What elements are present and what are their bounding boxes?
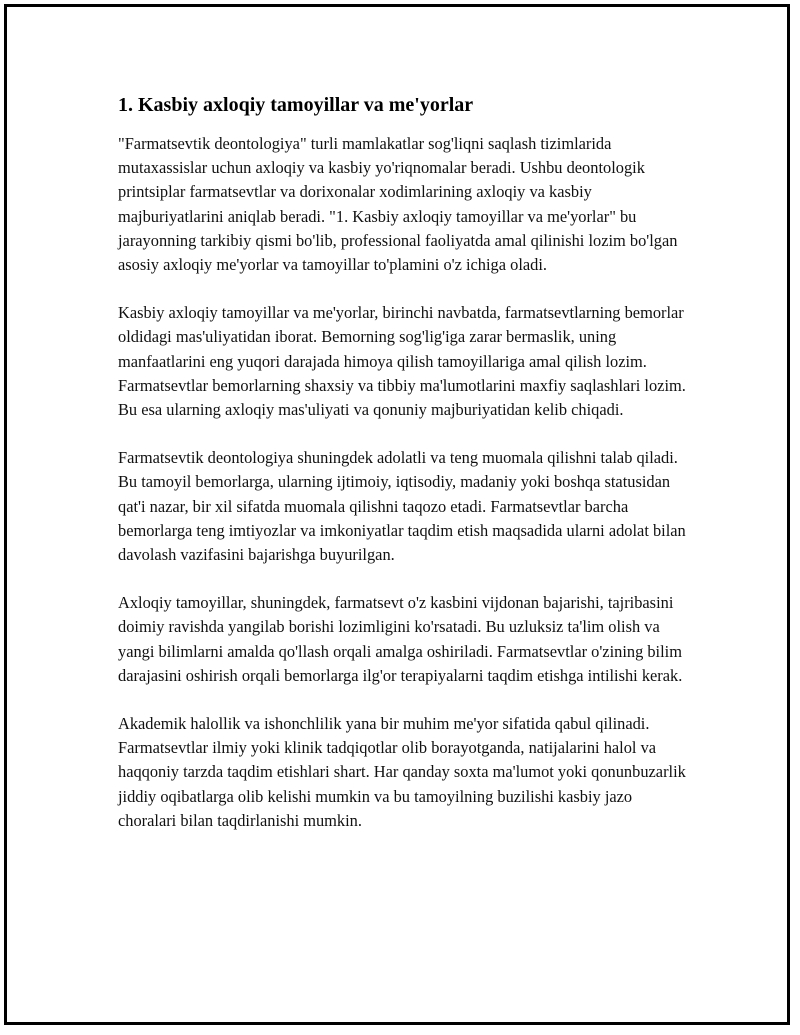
- paragraph-5: Akademik halollik va ishonchlilik yana bir muhim me'yor sifatida qabul qilinadi. Farmatsevtlar ilmiy yoki klinik tadqiqotlar olib borayotganda, natijalarini halol va haqqoniy tarzda taqdim etishlari shart. Har qanday soxta ma'lumot yoki qonunbuzarlik jiddiy oqibatlarga olib kelishi mumkin va bu tamoyilning buzilishi kasbiy jazo choralari bilan taqdirlanishi mumkin.: [118, 714, 686, 830]
- paragraph-2: Kasbiy axloqiy tamoyillar va me'yorlar, birinchi navbatda, farmatsevtlarning bemorlar oldidagi mas'uliyatidan iborat. Bemorning sog'lig'iga zarar bermaslik, uning manfaatlarini eng yuqori darajada himoya qilish tamoyillariga amal qilish lozim. Farmatsevtlar bemorlarning shaxsiy va tibbiy ma'lumotlarini maxfiy saqlashlari lozim. Bu esa ularning axloqiy mas'uliyati va qonuniy majburiyatidan kelib chiqadi.: [118, 303, 686, 420]
- section-heading: 1. Kasbiy axloqiy tamoyillar va me'yorlar: [118, 94, 474, 116]
- paragraph-3: Farmatsevtik deontologiya shuningdek adolatli va teng muomala qilishni talab qiladi. Bu tamoyil bemorlarga, ularning ijtimoiy, iqtisodiy, madaniy yoki boshqa statusidan qat'i nazar, bir xil sifatda muomala qilishni taqozo etadi. Farmatsevtlar barcha bemorlarga teng imtiyozlar va imkoniyatlar taqdim etish maqsadida ularni adolat bilan davolash vazifasini bajarishga buyurilgan.: [118, 448, 686, 565]
- paragraph-1: "Farmatsevtik deontologiya" turli mamlakatlar sog'liqni saqlash tizimlarida mutaxassislar uchun axloqiy va kasbiy yo'riqnomalar beradi. Ushbu deontologik printsiplar farmatsevtlar va dorixonalar xodimlarining axloqiy va kasbiy majburiyatlarini aniqlab beradi. "1. Kasbiy axloqiy tamoyillar va me'yorlar" bu jarayonning tarkibiy qismi bo'lib, professional faoliyatda amal qilinishi lozim bo'lgan asosiy axloqiy me'yorlar va tamoyillar to'plamini o'z ichiga oladi.: [118, 134, 678, 275]
- paragraph-4: Axloqiy tamoyillar, shuningdek, farmatsevt o'z kasbini vijdonan bajarishi, tajribasini doimiy ravishda yangilab borishi lozimligini ko'rsatadi. Bu uzluksiz ta'lim olish va yangi bilimlarni amalda qo'llash orqali amalga oshiriladi. Farmatsevtlar o'zining bilim darajasini oshirish orqali bemorlarga ilg'or terapiyalarni taqdim etishga intilishi kerak.: [118, 593, 683, 685]
- document-body: [118, 92, 688, 857]
